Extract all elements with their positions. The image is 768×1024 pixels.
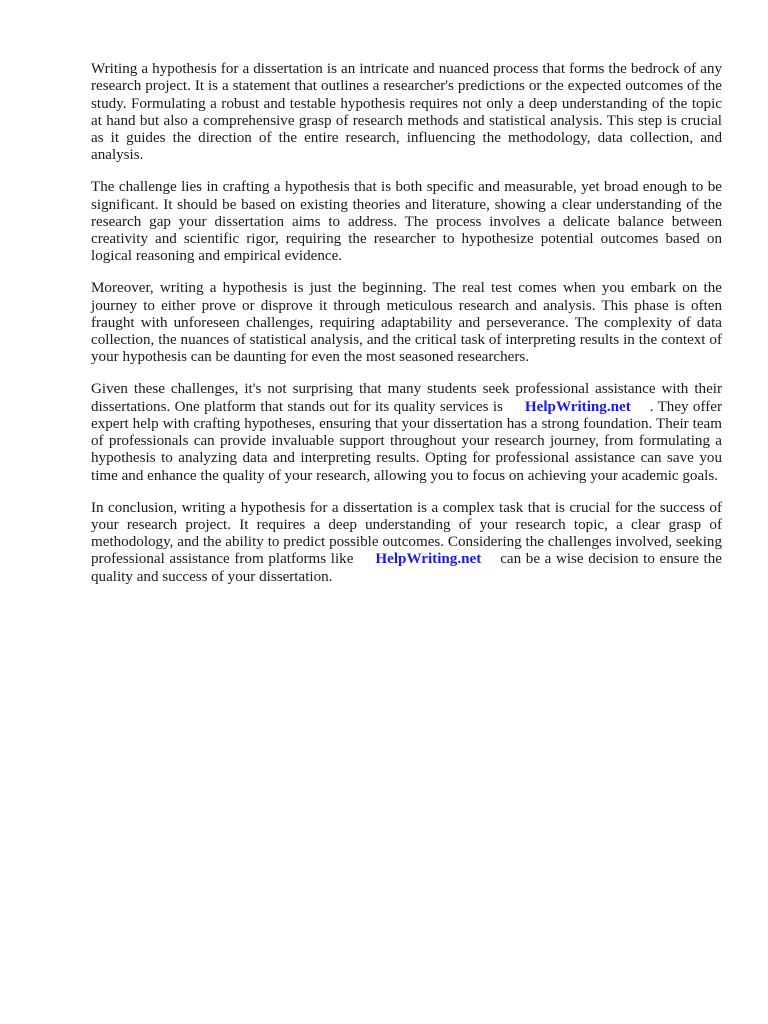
paragraph-assistance: [91, 381, 722, 485]
paragraph-text: In conclusion, writing a hypothesis for a dissertation is a complex task that is crucial for the success of your research project. It requires a deep understanding of your research topic, a clear grasp of methodology, and the ability to predict possible outcomes. Considering the challenges involved, seeking professional assistance from platforms like: [91, 499, 722, 568]
helpwriting-link[interactable]: HelpWriting.net: [524, 398, 631, 415]
paragraph-text: . They offer expert help with crafting hypotheses, ensuring that your dissertation has a strong foundation. Their team of professionals can provide invaluable support throughout your research journey, from formulating a hypothesis to analyzing data and interpreting results. Opting for professional assistance can save you time and enhance the quality of your research, allowing you to focus on achieving your academic goals.: [91, 398, 722, 484]
paragraph-text: can be a wise decision to ensure the quality and success of your dissertation.: [91, 551, 722, 585]
paragraph-text: Given these challenges, it's not surprising that many students seek professional assistance with their dissertations. One platform that stands out for its quality services is: [91, 381, 722, 415]
paragraph-challenge: The challenge lies in crafting a hypothesis that is both specific and measurable, yet broad enough to be significant. It should be based on existing theories and literature, showing a clear understanding of the research gap your dissertation aims to address. The process involves a delicate balance between creativity and scientific rigor, requiring the researcher to hypothesize potential outcomes based on logical reasoning and empirical evidence.: [91, 179, 722, 265]
paragraph-conclusion: [91, 500, 722, 586]
paragraph-intro: Writing a hypothesis for a dissertation is an intricate and nuanced process that forms the bedrock of any research project. It is a statement that outlines a researcher's predictions or the expected outcomes of the study. Formulating a robust and testable hypothesis requires not only a deep understanding of the topic at hand but also a comprehensive grasp of research methods and statistical analysis. This step is crucial as it guides the direction of the entire research, influencing the methodology, data collection, and analysis.: [91, 61, 722, 164]
paragraph-moreover: Moreover, writing a hypothesis is just the beginning. The real test comes when you embark on the journey to either prove or disprove it through meticulous research and analysis. This phase is often fraught with unforeseen challenges, requiring adaptability and perseverance. The complexity of data collection, the nuances of statistical analysis, and the critical task of interpreting results in the context of your hypothesis can be daunting for even the most seasoned researchers.: [91, 280, 722, 366]
helpwriting-link[interactable]: HelpWriting.net: [375, 551, 482, 568]
